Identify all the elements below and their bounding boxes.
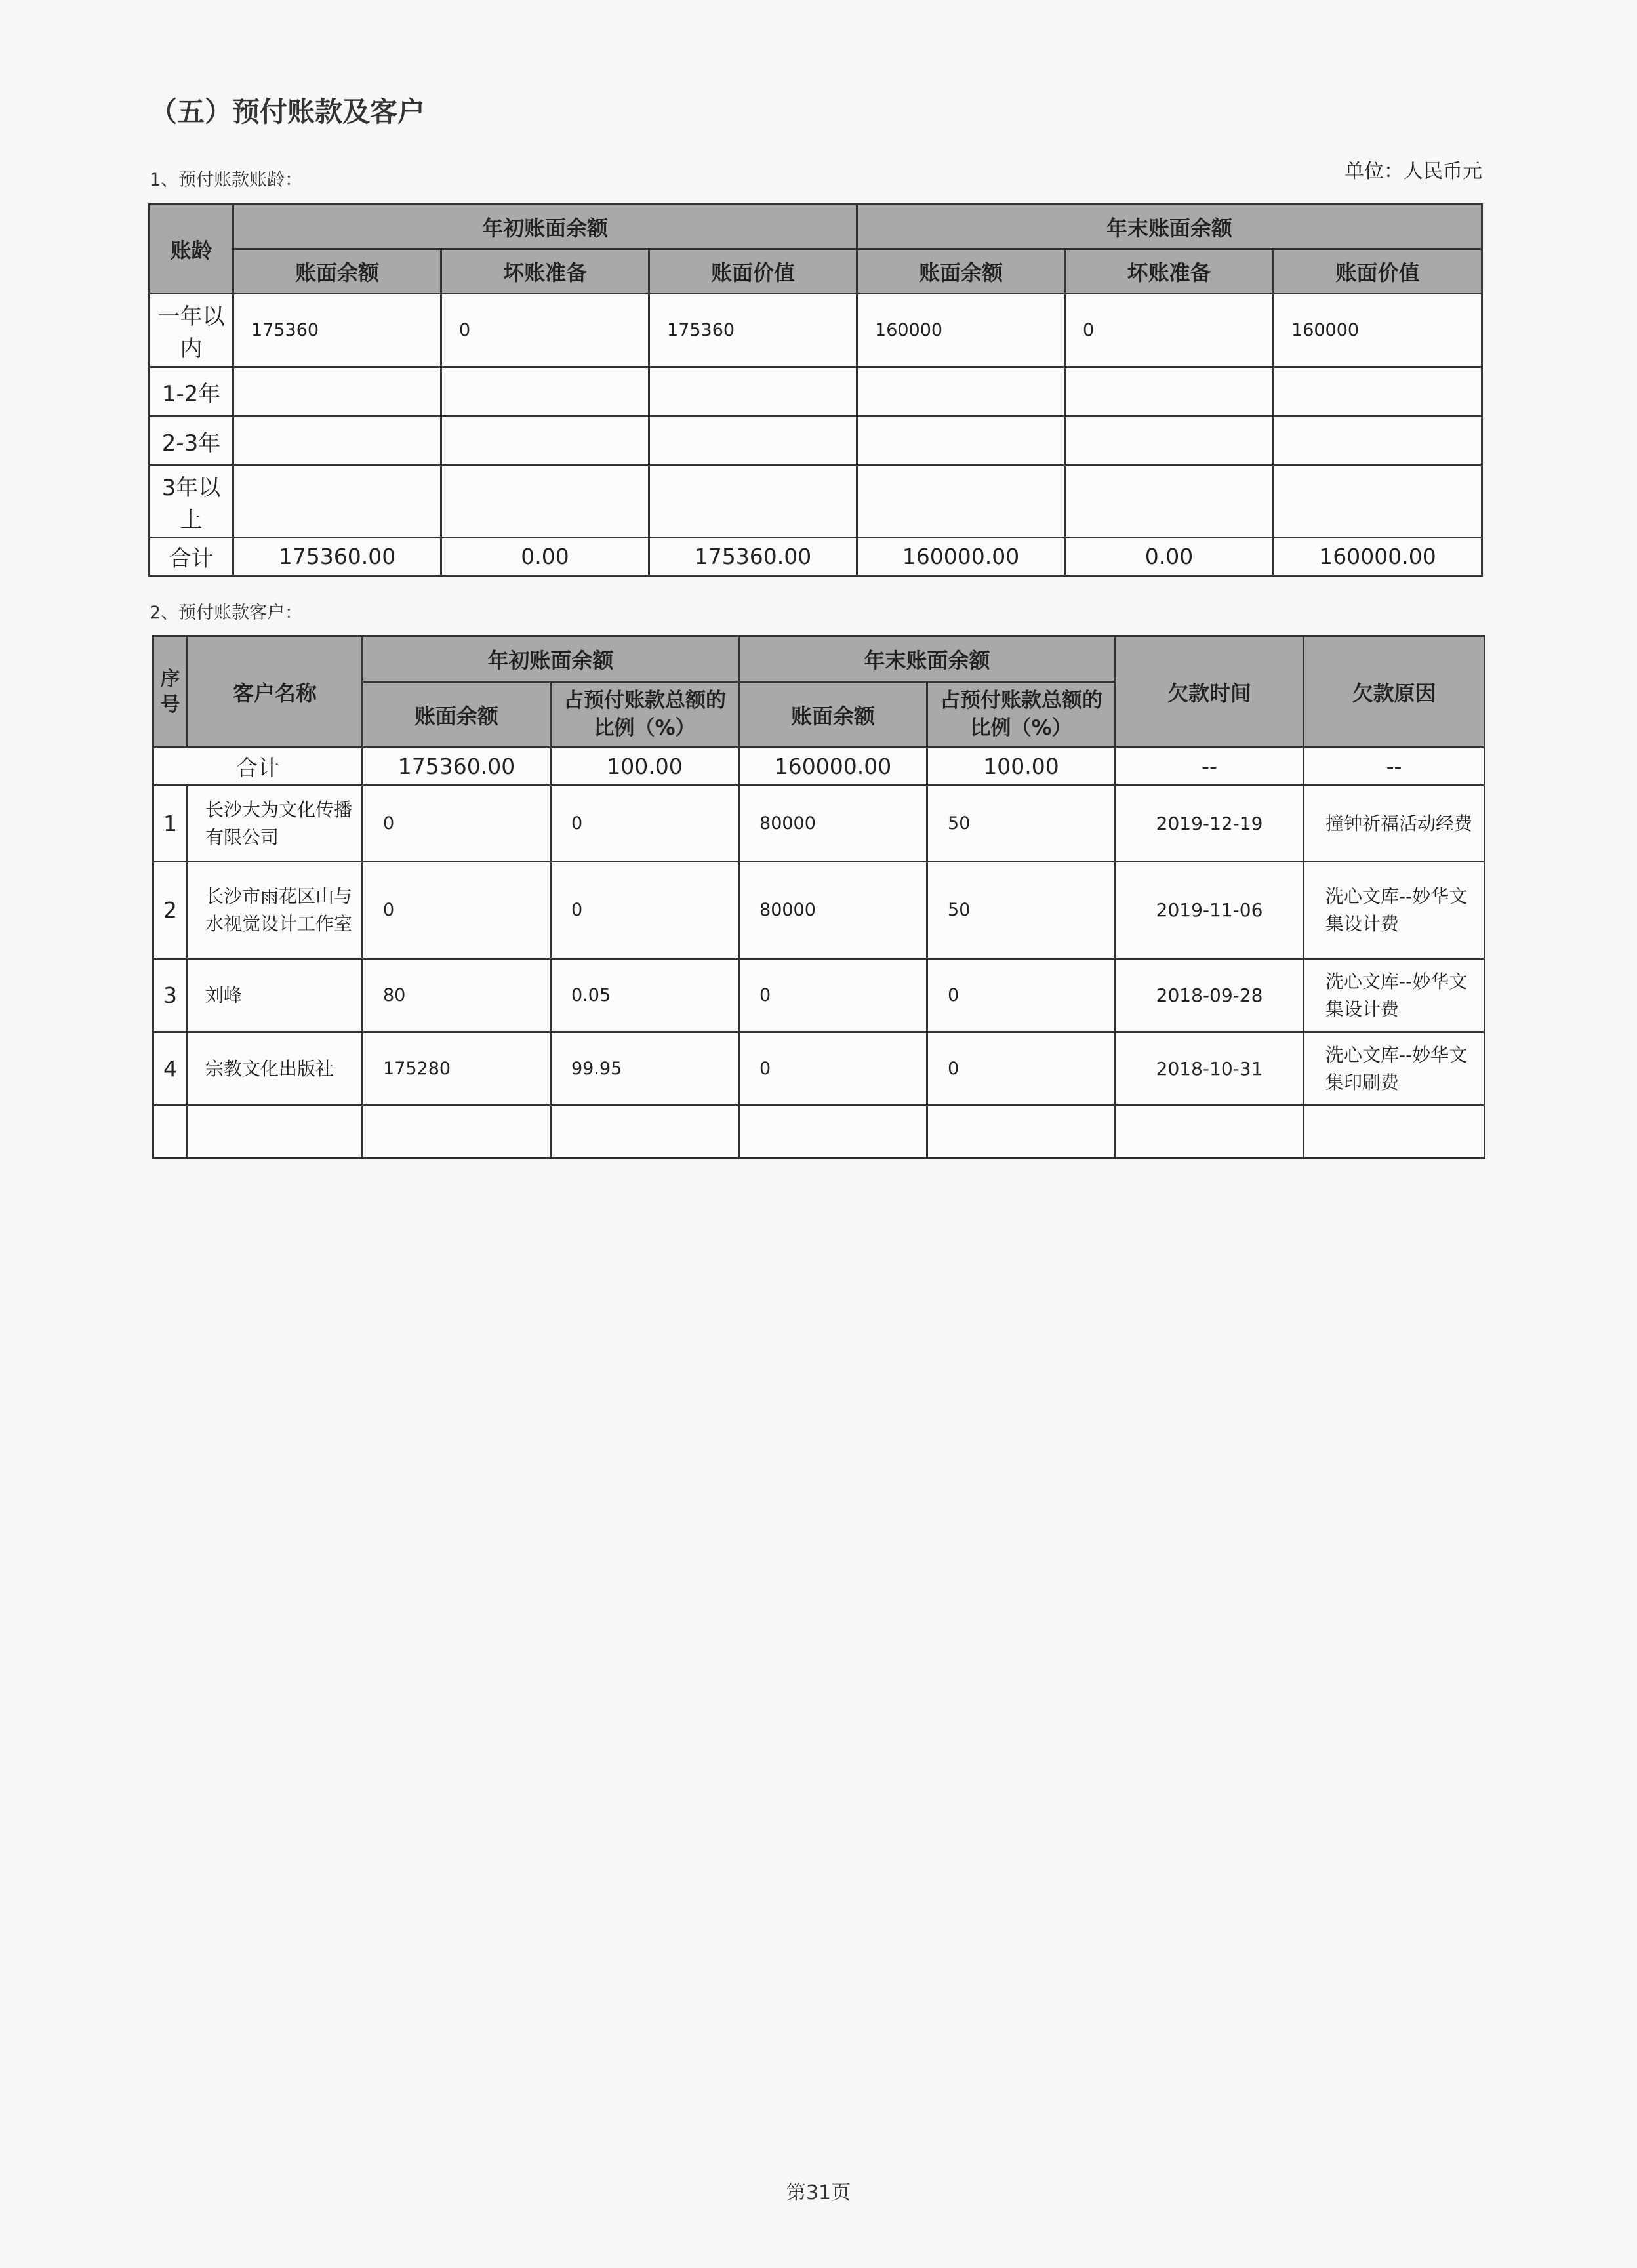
table-cell bbox=[649, 466, 857, 538]
table-cell bbox=[649, 367, 857, 416]
total-cell: 0.00 bbox=[1065, 538, 1274, 576]
table-row bbox=[153, 959, 1485, 1032]
reason-cell: 洗心文库--妙华文集印刷费 bbox=[1304, 1032, 1485, 1106]
seq-header: 序号 bbox=[153, 636, 188, 748]
total-cell: -- bbox=[1116, 748, 1304, 786]
begin-ratio-cell: 0.05 bbox=[551, 959, 739, 1032]
table-cell bbox=[649, 416, 857, 466]
aging-label: 2-3年 bbox=[150, 416, 233, 466]
aging-header: 账龄 bbox=[150, 205, 233, 294]
end-balance-header: 年末账面余额 bbox=[739, 636, 1116, 682]
col-header: 账面余额 bbox=[233, 249, 441, 294]
seq-cell: 1 bbox=[153, 786, 188, 862]
balance-header: 账面余额 bbox=[739, 682, 927, 748]
end-ratio-cell: 0 bbox=[927, 959, 1116, 1032]
end-ratio-cell: 50 bbox=[927, 786, 1116, 862]
table-cell: 175360 bbox=[649, 294, 857, 367]
reason-cell: 撞钟祈福活动经费 bbox=[1304, 786, 1485, 862]
table-cell: 160000 bbox=[857, 294, 1065, 367]
total-label: 合计 bbox=[150, 538, 233, 576]
table-cell bbox=[441, 416, 649, 466]
customer-name: 刘峰 bbox=[188, 959, 363, 1032]
table-row bbox=[153, 786, 1485, 862]
table-cell bbox=[857, 367, 1065, 416]
table-row bbox=[150, 294, 1482, 367]
begin-balance-header: 年初账面余额 bbox=[233, 205, 857, 249]
name-header: 客户名称 bbox=[188, 636, 363, 748]
customers-table bbox=[152, 635, 1485, 1159]
customers-subtitle: 2、预付账款客户： bbox=[150, 603, 303, 623]
seq-cell: 3 bbox=[153, 959, 188, 1032]
begin-balance-cell: 0 bbox=[363, 786, 551, 862]
aging-label: 1-2年 bbox=[150, 367, 233, 416]
table-cell bbox=[233, 416, 441, 466]
end-ratio-cell: 50 bbox=[927, 862, 1116, 959]
table-row bbox=[150, 416, 1482, 466]
table-cell: 0 bbox=[1065, 294, 1274, 367]
table-cell bbox=[1065, 367, 1274, 416]
begin-balance-cell: 0 bbox=[363, 862, 551, 959]
section-title: （五）预付账款及客户 bbox=[150, 96, 426, 128]
end-balance-cell: 80000 bbox=[739, 862, 927, 959]
table-cell: 175360 bbox=[233, 294, 441, 367]
col-header: 账面价值 bbox=[1274, 249, 1482, 294]
table-row bbox=[150, 466, 1482, 538]
aging-table bbox=[148, 203, 1483, 577]
aging-label: 3年以上 bbox=[150, 466, 233, 538]
total-cell: 160000.00 bbox=[1274, 538, 1482, 576]
customer-name: 宗教文化出版社 bbox=[188, 1032, 363, 1106]
total-row bbox=[150, 538, 1482, 576]
table-cell bbox=[233, 367, 441, 416]
time-cell: 2018-10-31 bbox=[1116, 1032, 1304, 1106]
balance-header: 账面余额 bbox=[363, 682, 551, 748]
table-cell: 0 bbox=[441, 294, 649, 367]
table-cell bbox=[1274, 416, 1482, 466]
page-number: 第31页 bbox=[786, 2181, 851, 2204]
table-cell bbox=[1065, 416, 1274, 466]
unit-label: 单位：人民币元 bbox=[1344, 160, 1482, 183]
col-header: 账面价值 bbox=[649, 249, 857, 294]
table-row bbox=[153, 862, 1485, 959]
begin-balance-cell: 80 bbox=[363, 959, 551, 1032]
time-cell: 2018-09-28 bbox=[1116, 959, 1304, 1032]
table-cell bbox=[233, 466, 441, 538]
customer-name: 长沙市雨花区山与水视觉设计工作室 bbox=[188, 862, 363, 959]
col-header: 坏账准备 bbox=[1065, 249, 1274, 294]
col-header: 账面余额 bbox=[857, 249, 1065, 294]
table-cell bbox=[1274, 367, 1482, 416]
table-cell bbox=[1274, 466, 1482, 538]
table-row bbox=[153, 1032, 1485, 1106]
total-cell: 100.00 bbox=[551, 748, 739, 786]
time-cell: 2019-12-19 bbox=[1116, 786, 1304, 862]
end-ratio-cell: 0 bbox=[927, 1032, 1116, 1106]
total-cell: 175360.00 bbox=[649, 538, 857, 576]
total-row bbox=[153, 748, 1485, 786]
ratio-header: 占预付账款总额的比例（%） bbox=[551, 682, 739, 748]
reason-header: 欠款原因 bbox=[1304, 636, 1485, 748]
begin-balance-cell: 175280 bbox=[363, 1032, 551, 1106]
table-cell bbox=[441, 466, 649, 538]
customer-name: 长沙大为文化传播有限公司 bbox=[188, 786, 363, 862]
end-balance-header: 年末账面余额 bbox=[857, 205, 1482, 249]
time-cell: 2019-11-06 bbox=[1116, 862, 1304, 959]
ratio-header: 占预付账款总额的比例（%） bbox=[927, 682, 1116, 748]
table-cell bbox=[857, 466, 1065, 538]
total-label: 合计 bbox=[153, 748, 363, 786]
table-cell bbox=[1065, 466, 1274, 538]
begin-ratio-cell: 0 bbox=[551, 786, 739, 862]
reason-cell: 洗心文库--妙华文集设计费 bbox=[1304, 862, 1485, 959]
end-balance-cell: 80000 bbox=[739, 786, 927, 862]
table-cell bbox=[441, 367, 649, 416]
total-cell: 175360.00 bbox=[233, 538, 441, 576]
begin-balance-header: 年初账面余额 bbox=[363, 636, 739, 682]
aging-label: 一年以内 bbox=[150, 294, 233, 367]
end-balance-cell: 0 bbox=[739, 959, 927, 1032]
seq-cell: 4 bbox=[153, 1032, 188, 1106]
col-header: 坏账准备 bbox=[441, 249, 649, 294]
begin-ratio-cell: 99.95 bbox=[551, 1032, 739, 1106]
begin-ratio-cell: 0 bbox=[551, 862, 739, 959]
total-cell: -- bbox=[1304, 748, 1485, 786]
total-cell: 100.00 bbox=[927, 748, 1116, 786]
total-cell: 0.00 bbox=[441, 538, 649, 576]
seq-cell: 2 bbox=[153, 862, 188, 959]
total-cell: 175360.00 bbox=[363, 748, 551, 786]
table-cell bbox=[857, 416, 1065, 466]
total-cell: 160000.00 bbox=[739, 748, 927, 786]
end-balance-cell: 0 bbox=[739, 1032, 927, 1106]
table-cell: 160000 bbox=[1274, 294, 1482, 367]
empty-row bbox=[153, 1106, 1485, 1158]
aging-subtitle: 1、预付账款账龄： bbox=[150, 170, 303, 190]
time-header: 欠款时间 bbox=[1116, 636, 1304, 748]
total-cell: 160000.00 bbox=[857, 538, 1065, 576]
table-row bbox=[150, 367, 1482, 416]
reason-cell: 洗心文库--妙华文集设计费 bbox=[1304, 959, 1485, 1032]
